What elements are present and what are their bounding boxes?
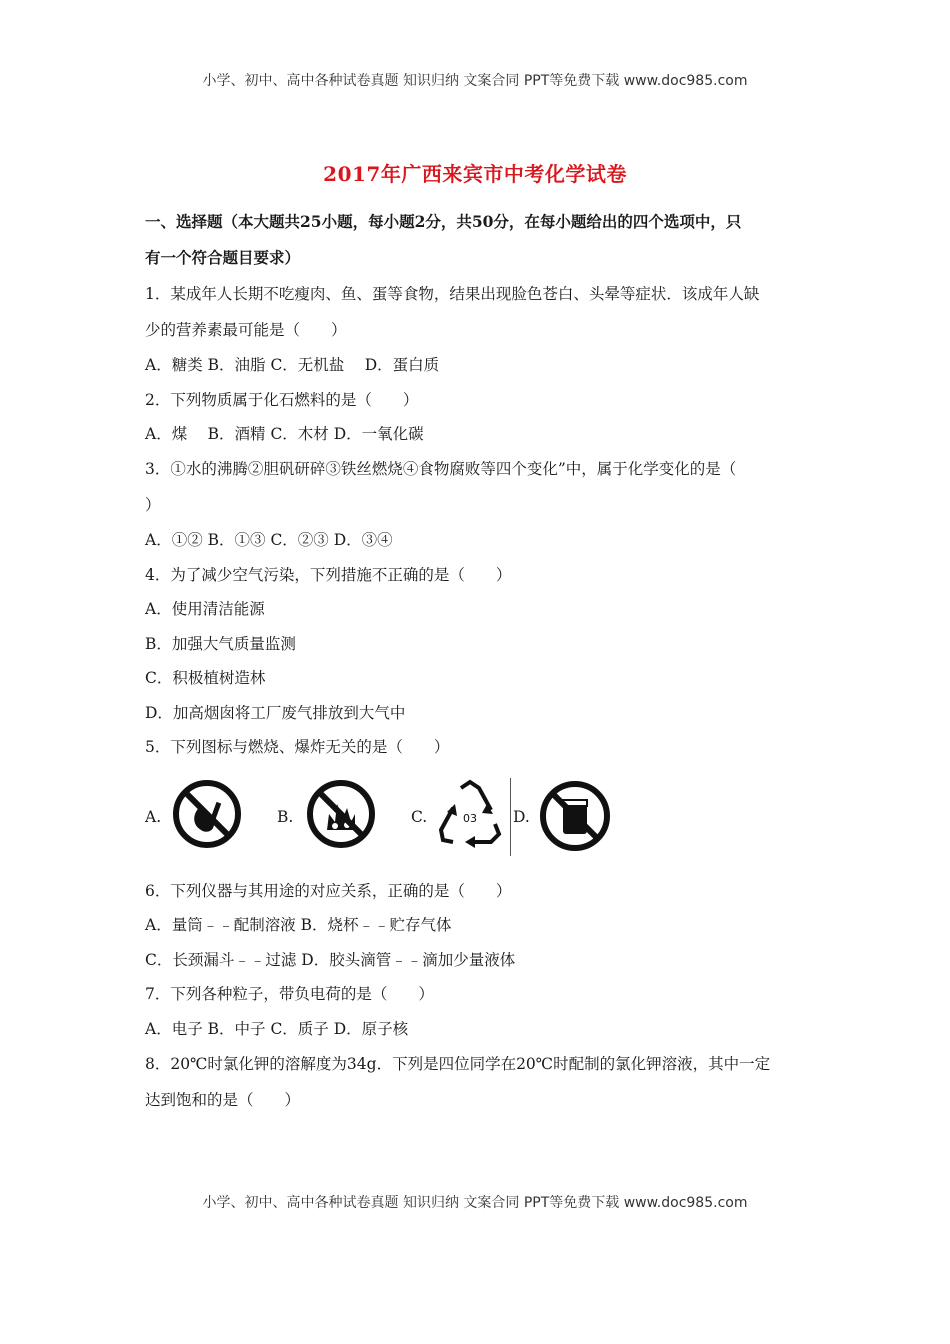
q2-options: A．煤 B．酒精 C．木材 D．一氧化碳 bbox=[145, 425, 424, 443]
q3-stem-line-1: 3．①水的沸腾②胆矾研碎③铁丝燃烧④食物腐败等四个变化”中，属于化学变化的是（ bbox=[145, 460, 737, 478]
section-heading-line-1: 一、选择题（本大题共25小题，每小题2分，共50分，在每小题给出的四个选项中，只 bbox=[145, 212, 742, 231]
q6-stem: 6．下列仪器与其用途的对应关系，正确的是（ ） bbox=[145, 882, 512, 900]
no-burning-sign-icon bbox=[305, 778, 377, 850]
recycle-sign-icon bbox=[433, 778, 507, 854]
no-fire-sign-icon bbox=[171, 778, 243, 850]
q3-stem-line-2: ） bbox=[145, 496, 161, 514]
q7-stem: 7．下列各种粒子，带负电荷的是（ ） bbox=[145, 985, 434, 1003]
q8-stem-line-2: 达到饱和的是（ ） bbox=[145, 1091, 301, 1109]
q4-stem: 4．为了减少空气污染，下列措施不正确的是（ ） bbox=[145, 566, 512, 584]
q5-label-d: D. bbox=[513, 808, 530, 826]
q5-label-b: B. bbox=[277, 808, 294, 826]
q1-options: A．糖类 B．油脂 C．无机盐 D．蛋白质 bbox=[145, 356, 440, 374]
q1-stem-line-1: 1．某成年人长期不吃瘦肉、鱼、蛋等食物，结果出现脸色苍白、头晕等症状．该成年人缺 bbox=[145, 285, 760, 303]
divider-line bbox=[510, 778, 511, 856]
exam-title: 2017年广西来宾市中考化学试卷 bbox=[323, 162, 627, 186]
q6-options-ab: A．量筒﹣﹣配制溶液 B．烧杯﹣﹣贮存气体 bbox=[145, 916, 452, 934]
recycle-code-label: 03 bbox=[463, 812, 477, 825]
page-footer: 小学、初中、高中各种试卷真题 知识归纳 文案合同 PPT等免费下载 www.doc985.com bbox=[202, 1195, 748, 1211]
q5-label-c: C. bbox=[411, 808, 428, 826]
q4-option-b: B．加强大气质量监测 bbox=[145, 635, 296, 653]
q3-options: A．①② B．①③ C．②③ D．③④ bbox=[145, 531, 393, 549]
q7-options: A．电子 B．中子 C．质子 D．原子核 bbox=[145, 1020, 409, 1038]
q4-option-c: C．积极植树造林 bbox=[145, 669, 266, 687]
q6-options-cd: C．长颈漏斗﹣﹣过滤 D．胶头滴管﹣﹣滴加少量液体 bbox=[145, 951, 516, 969]
q4-option-d: D．加高烟囱将工厂废气排放到大气中 bbox=[145, 704, 406, 722]
q5-label-a: A. bbox=[145, 808, 162, 826]
section-heading-line-2: 有一个符合题目要求） bbox=[145, 248, 301, 267]
q4-option-a: A．使用清洁能源 bbox=[145, 600, 265, 618]
q1-stem-line-2: 少的营养素最可能是（ ） bbox=[145, 321, 347, 339]
page-header: 小学、初中、高中各种试卷真题 知识归纳 文案合同 PPT等免费下载 www.doc985.com bbox=[202, 73, 748, 89]
q5-sign-options bbox=[145, 778, 665, 858]
q8-stem-line-1: 8．20℃时氯化钾的溶解度为34g．下列是四位同学在20℃时配制的氯化钾溶液，其中一定 bbox=[145, 1055, 771, 1073]
no-explosives-sign-icon bbox=[537, 778, 613, 854]
q2-stem: 2．下列物质属于化石燃料的是（ ） bbox=[145, 391, 419, 409]
q5-stem: 5．下列图标与燃烧、爆炸无关的是（ ） bbox=[145, 738, 450, 756]
